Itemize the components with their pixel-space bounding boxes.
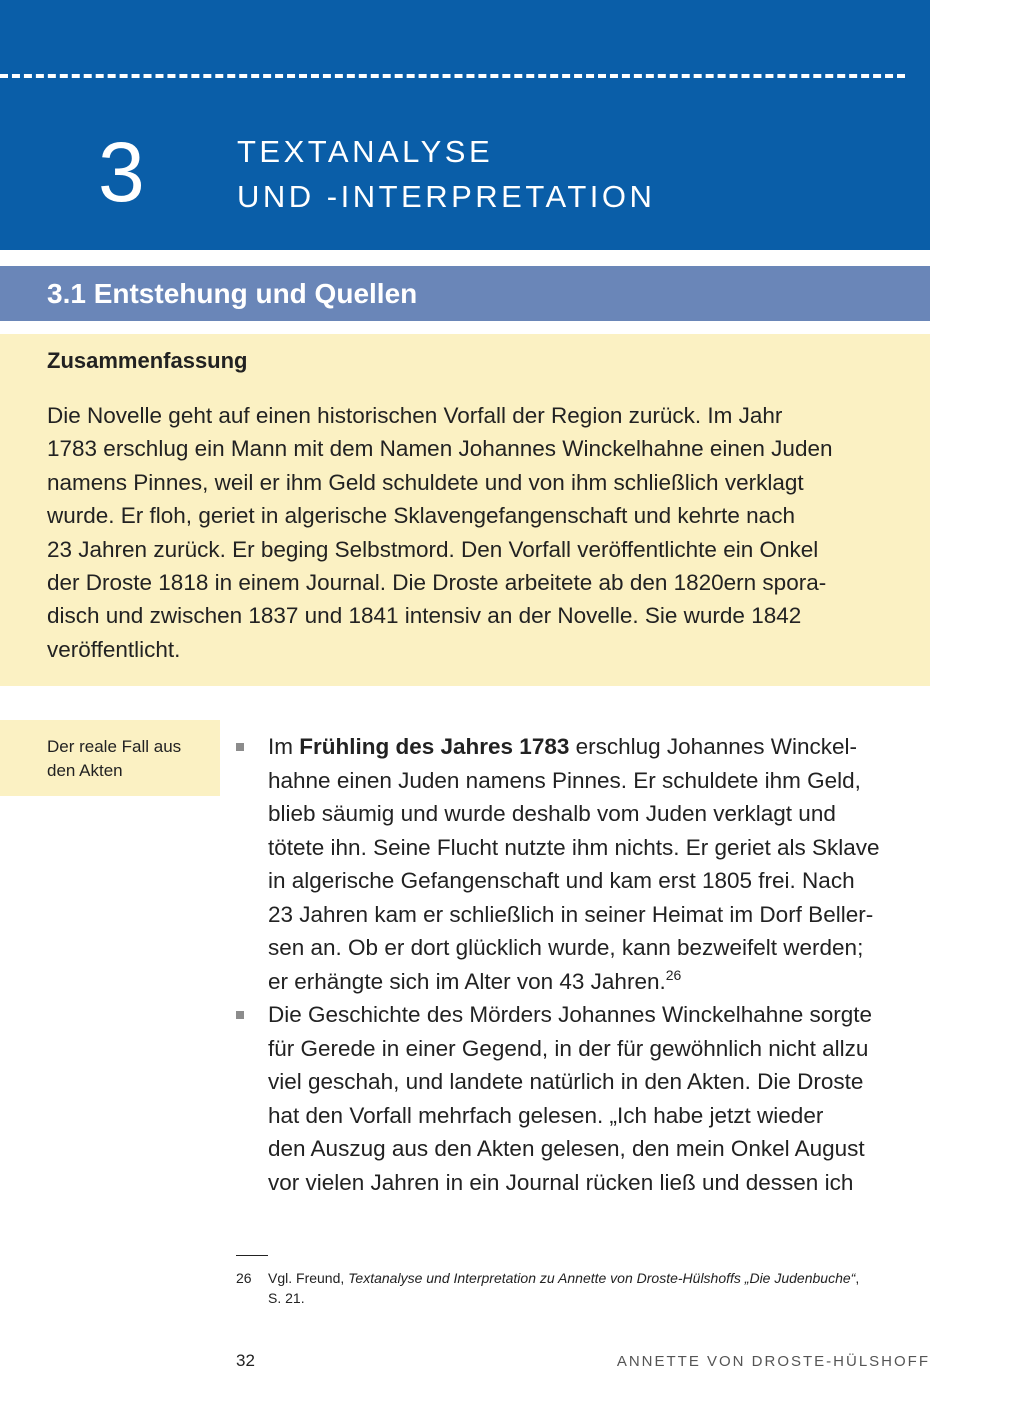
citation-title: Textanalyse und Interpretation zu Annette von Droste-Hülshoffs „Die Judenbuche“: [348, 1270, 856, 1286]
list-line: [268, 965, 936, 999]
summary-line: Die Novelle geht auf einen historischen Vorfall der Region zurück. Im Jahr: [47, 403, 783, 428]
list-item: [236, 730, 936, 998]
text-run: er erhängte sich im Alter von 43 Jahren.: [268, 968, 666, 994]
list-line: 23 Jahren kam er schließlich in seiner Heimat im Dorf Beller-: [268, 901, 874, 927]
chapter-banner: [0, 0, 930, 250]
summary-line: 1783 erschlug ein Mann mit dem Namen Johannes Winckelhahne einen Juden: [47, 436, 833, 462]
text-run: erschlug Johannes Winckel-: [569, 734, 858, 759]
chapter-title: [237, 129, 655, 219]
list-item: [236, 998, 936, 1199]
chapter-title-line-1: TEXTANALYSE: [237, 134, 494, 169]
list-line: vor vielen Jahren in ein Journal rücken ließ und dessen ich: [268, 1169, 854, 1195]
list-line: Die Geschichte des Mörders Johannes Winckelhahne sorgte: [268, 1002, 873, 1027]
body-bullet-list: [236, 730, 936, 1199]
chapter-title-line-2: UND -INTERPRETATION: [237, 179, 656, 214]
footnote-line: S. 21.: [268, 1290, 305, 1306]
dashed-divider: [0, 74, 905, 78]
margin-note-line: den Akten: [47, 761, 123, 780]
footnote-number: 26: [236, 1270, 252, 1286]
list-line: hat den Vorfall mehrfach gelesen. „Ich habe jetzt wieder: [268, 1102, 824, 1128]
summary-line: disch und zwischen 1837 und 1841 intensiv an der Novelle. Sie wurde 1842: [47, 603, 802, 629]
summary-box: [0, 334, 930, 686]
text-run: Vgl. Freund,: [268, 1270, 349, 1286]
list-line: hahne einen Juden namens Pinnes. Er schuldete ihm Geld,: [268, 767, 861, 793]
list-line: blieb säumig und wurde deshalb vom Juden verklagt und: [268, 801, 836, 826]
summary-line: veröffentlicht.: [47, 636, 181, 662]
summary-text: [47, 399, 917, 666]
summary-heading: Zusammenfassung: [47, 348, 248, 373]
square-bullet-icon: [236, 1011, 244, 1019]
list-line: in algerische Gefangenschaft und kam erst 1805 frei. Nach: [268, 868, 855, 893]
list-line: sen an. Ob er dort glücklich wurde, kann bezweifelt werden;: [268, 935, 864, 960]
summary-line: 23 Jahren zurück. Er beging Selbstmord. Den Vorfall veröffentlichte ein Onkel: [47, 536, 819, 562]
margin-note-line: Der reale Fall aus: [47, 737, 182, 756]
list-line: tötete ihn. Seine Flucht nutzte ihm nichts. Er geriet als Sklave: [268, 834, 880, 860]
summary-line: namens Pinnes, weil er ihm Geld schuldete und von ihm schließlich verklagt: [47, 469, 804, 495]
section-heading: 3.1 Entstehung und Quellen: [47, 278, 418, 309]
page-number: 32: [236, 1351, 255, 1370]
footnote-rule: [236, 1255, 268, 1256]
summary-line: wurde. Er floh, geriet in algerische Sklavengefangenschaft und kehrte nach: [47, 503, 795, 529]
list-line: den Auszug aus den Akten gelesen, den mein Onkel August: [268, 1136, 865, 1161]
text-run: ,: [855, 1270, 860, 1286]
footnote-text: [268, 1268, 936, 1308]
running-footer: ANNETTE VON DROSTE-HÜLSHOFF: [616, 1353, 930, 1370]
summary-line: der Droste 1818 in einem Journal. Die Droste arbeitete ab den 1820ern spora-: [47, 570, 827, 596]
bold-emphasis: Frühling des Jahres 1783: [299, 734, 570, 759]
list-line: viel geschah, und landete natürlich in den Akten. Die Droste: [268, 1069, 864, 1094]
margin-note: [0, 720, 220, 796]
footnote-line: [268, 1268, 936, 1288]
footnote-reference[interactable]: 26: [665, 966, 682, 983]
list-line: [268, 730, 936, 764]
square-bullet-icon: [236, 743, 244, 751]
chapter-number: 3: [98, 125, 145, 219]
margin-note-text: [47, 735, 217, 783]
list-line: für Gerede in einer Gegend, in der für gewöhnlich nicht allzu: [268, 1035, 869, 1061]
section-bar: [0, 266, 930, 321]
text-run: Im: [268, 734, 300, 759]
